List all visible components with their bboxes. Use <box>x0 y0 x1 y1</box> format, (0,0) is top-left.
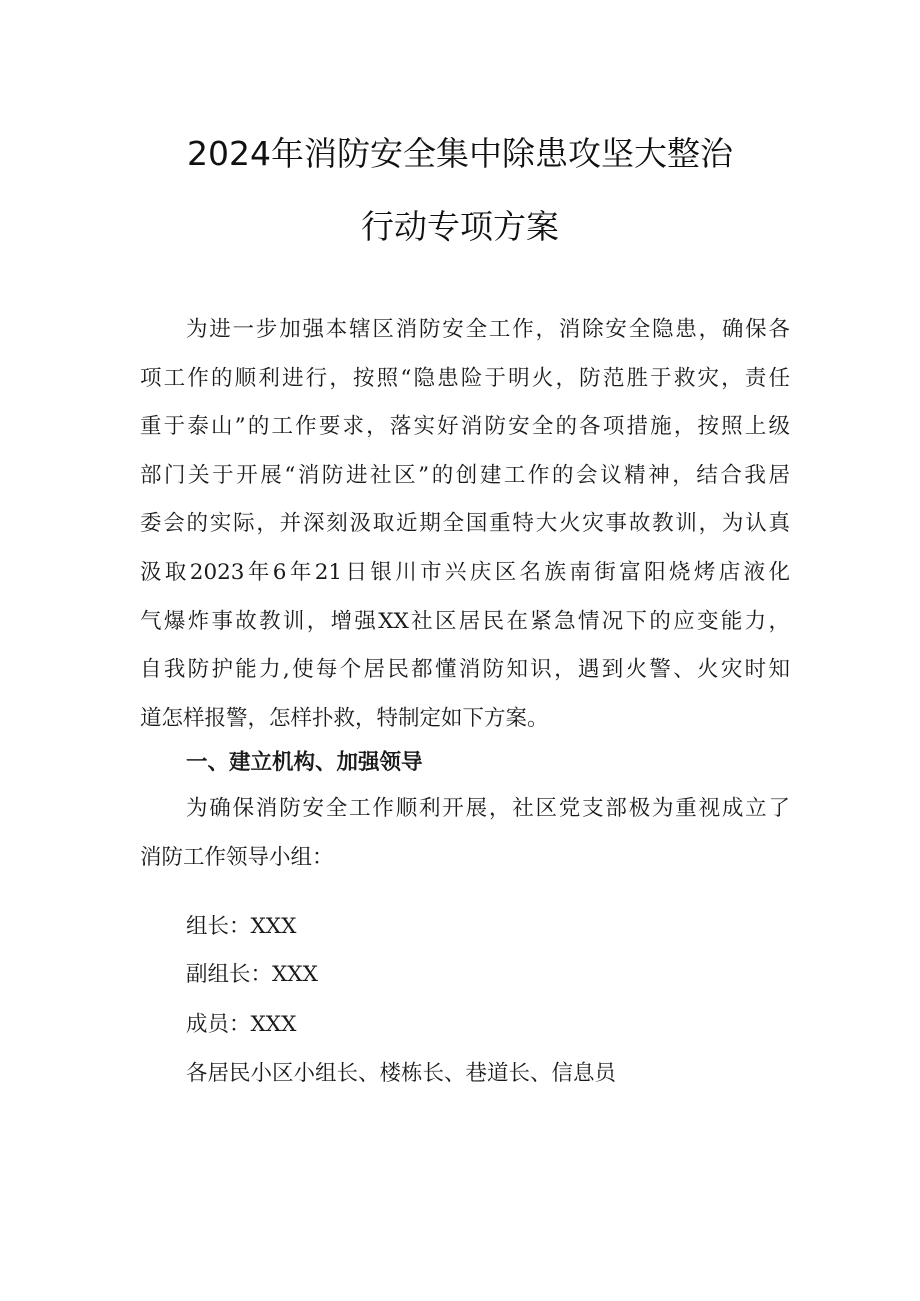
intro-paragraph <box>140 306 790 743</box>
group-members: 成员：XXX <box>186 1012 297 1037</box>
document-title-line-2: 行动专项方案 <box>361 207 559 246</box>
paragraph-line: 汲取2023年6年21日银川市兴庆区名族南街富阳烧烤店液化 <box>140 559 790 585</box>
paragraph-line: 自我防护能力,使每个居民都懂消防知识，遇到火警、火灾时知 <box>140 657 790 683</box>
deputy-leader: 副组长：XXX <box>186 962 318 987</box>
section-heading-1: 一、建立机构、加强领导 <box>186 750 423 775</box>
paragraph-line: 部门关于开展“消防进社区”的创建工作的会议精神，结合我居 <box>140 462 790 488</box>
paragraph-line: 道怎样报警，怎样扑救，特制定如下方案。 <box>140 705 549 731</box>
paragraph-line: 气爆炸事故教训，增强XX社区居民在紧急情况下的应变能力， <box>140 608 790 634</box>
paragraph-line: 为进一步加强本辖区消防安全工作，消除安全隐患，确保各 <box>186 317 790 342</box>
section-1-paragraph <box>140 785 790 882</box>
paragraph-line: 项工作的顺利进行，按照“隐患险于明火，防范胜于救灾，责任 <box>140 365 790 391</box>
other-members: 各居民小区小组长、楼栋长、巷道长、信息员 <box>186 1061 617 1086</box>
document-title-line-1: 2024年消防安全集中除患攻坚大整治 <box>187 134 733 173</box>
paragraph-line: 消防工作领导小组： <box>140 844 334 870</box>
group-leader: 组长：XXX <box>186 914 297 939</box>
paragraph-line: 委会的实际，并深刻汲取近期全国重特大火灾事故教训，为认真 <box>140 511 790 537</box>
paragraph-line: 重于泰山”的工作要求，落实好消防安全的各项措施，按照上级 <box>140 414 790 440</box>
paragraph-line: 为确保消防安全工作顺利开展，社区党支部极为重视成立了 <box>186 796 790 821</box>
